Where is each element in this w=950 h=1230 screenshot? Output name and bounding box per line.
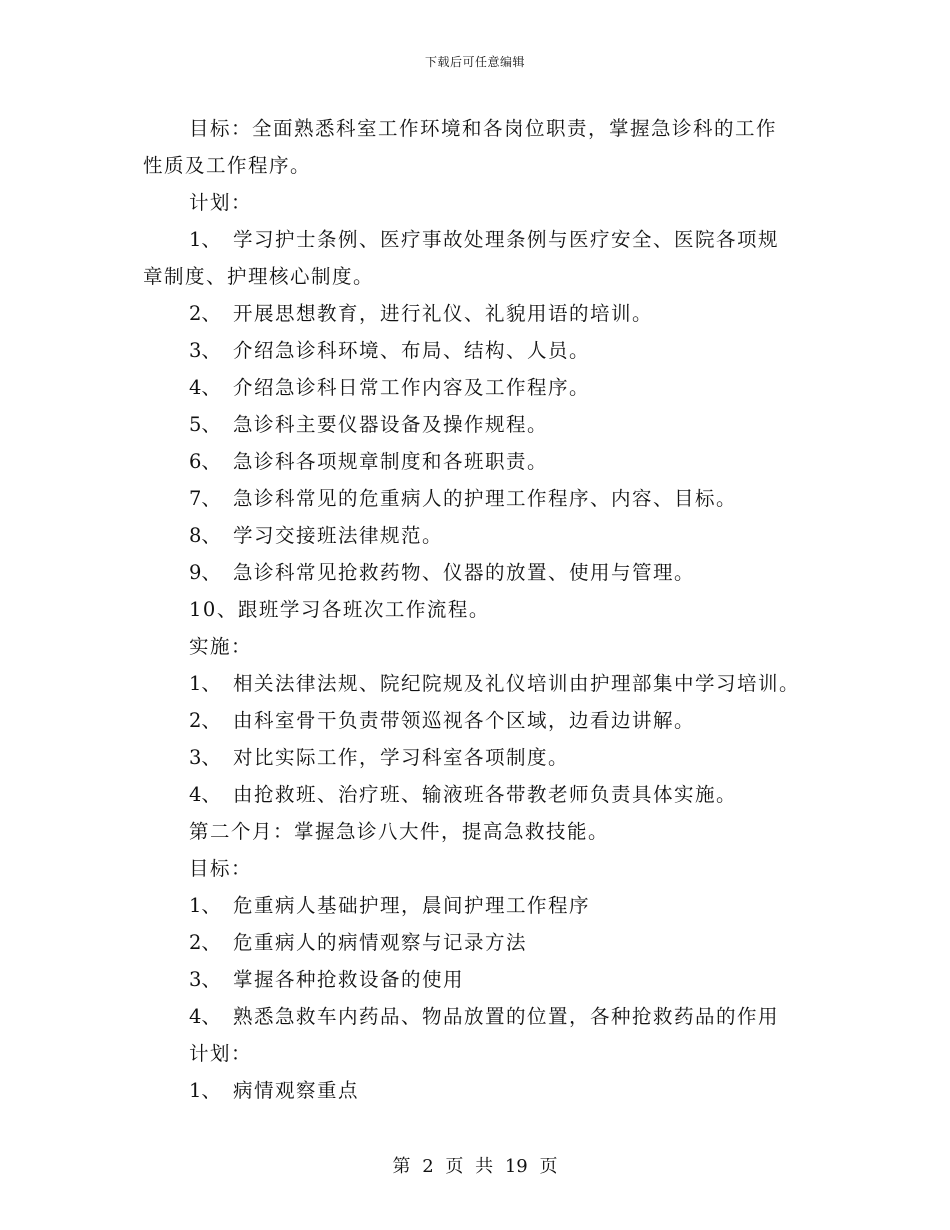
- list-item: 2、 开展思想教育，进行礼仪、礼貌用语的培训。: [189, 302, 654, 325]
- list-item: 3、 介绍急诊科环境、布局、结构、人员。: [189, 339, 591, 362]
- list-item: 10、跟班学习各班次工作流程。: [189, 598, 490, 621]
- list-item: 2、 由科室骨干负责带领巡视各个区域，边看边讲解。: [189, 709, 696, 732]
- list-item: 4、 由抢救班、治疗班、输液班各带教老师负责具体实施。: [189, 783, 738, 806]
- list-item: 1、 学习护士条例、医疗事故处理条例与医疗安全、医院各项规: [189, 228, 780, 251]
- document-body: [143, 110, 823, 1109]
- list-item: 1、 病情观察重点: [189, 1079, 360, 1102]
- paragraph-goal-1: 目标：全面熟悉科室工作环境和各岗位职责，掌握急诊科的工作: [189, 117, 778, 140]
- list-item: 4、 熟悉急救车内药品、物品放置的位置，各种抢救药品的作用: [189, 1005, 780, 1028]
- impl-label: 实施：: [189, 635, 253, 658]
- page-header: 下载后可任意编辑: [424, 55, 525, 69]
- list-item: 9、 急诊科常见抢救药物、仪器的放置、使用与管理。: [189, 561, 696, 584]
- list-item: 3、 对比实际工作，学习科室各项制度。: [189, 746, 570, 769]
- list-item: 6、 急诊科各项规章制度和各班职责。: [189, 450, 549, 473]
- list-item: 8、 学习交接班法律规范。: [189, 524, 444, 547]
- list-item: 1、 相关法律法规、院纪院规及礼仪培训由护理部集中学习培训。: [189, 672, 801, 695]
- paragraph-goal-1-cont: 性质及工作程序。: [143, 154, 312, 177]
- list-item: 5、 急诊科主要仪器设备及操作规程。: [189, 413, 549, 436]
- list-item: 4、 介绍急诊科日常工作内容及工作程序。: [189, 376, 591, 399]
- month-2-heading: 第二个月：掌握急诊八大件，提高急救技能。: [189, 820, 610, 843]
- list-item: 2、 危重病人的病情观察与记录方法: [189, 931, 528, 954]
- list-item: 7、 急诊科常见的危重病人的护理工作程序、内容、目标。: [189, 487, 738, 510]
- goal-2-label: 目标：: [189, 857, 253, 880]
- page-footer: 第 2 页 共 19 页: [392, 1156, 558, 1177]
- plan-label: 计划：: [189, 191, 253, 214]
- list-item: 3、 掌握各种抢救设备的使用: [189, 968, 465, 991]
- list-item: 1、 危重病人基础护理，晨间护理工作程序: [189, 894, 591, 917]
- list-item-cont: 章制度、护理核心制度。: [143, 265, 375, 288]
- plan-2-label: 计划：: [189, 1042, 253, 1065]
